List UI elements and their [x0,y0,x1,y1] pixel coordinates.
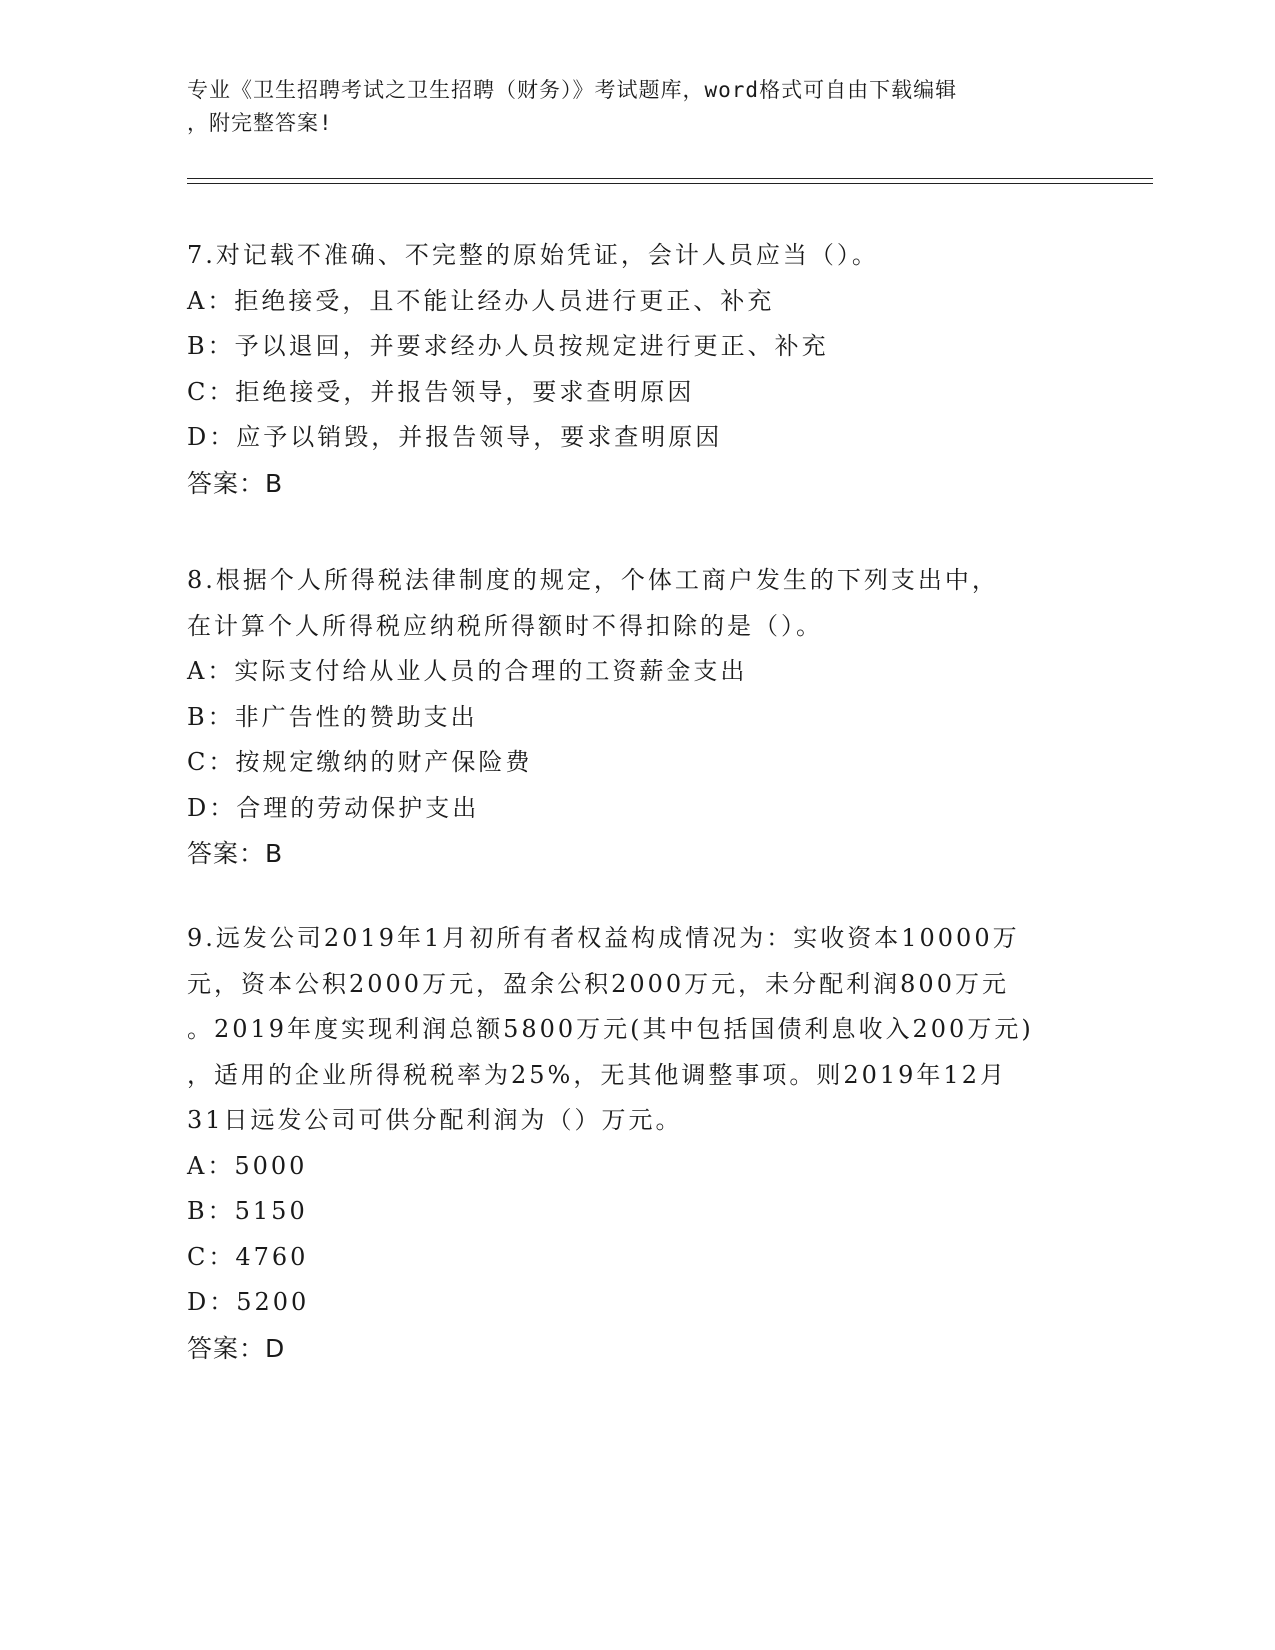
header-divider-top [187,178,1153,179]
header-line-1: 专业《卫生招聘考试之卫生招聘（财务）》考试题库，word格式可自由下载编辑 [187,78,958,102]
option-d: D：应予以销毁，并报告领导，要求查明原因 [187,423,723,451]
header-line-2: ，附完整答案! [187,111,333,135]
option-b: B：非广告性的赞助支出 [187,702,478,731]
option-c: C：拒绝接受，并报告领导，要求查明原因 [187,377,695,406]
question-stem-line: 在计算个人所得税应纳税所得额时不得扣除的是（）。 [187,611,823,640]
header-divider-bottom [187,183,1153,184]
document-header [187,74,1067,140]
answer-label: 答案：B [187,839,284,868]
option-b: B：予以退回，并要求经办人员按规定进行更正、补充 [187,332,829,360]
question-stem-line: 。2019年度实现利润总额5800万元(其中包括国债利息收入200万元) [187,1015,1034,1043]
question-stem-line: 31日远发公司可供分配利润为（）万元。 [187,1106,683,1134]
option-a: A：5000 [187,1151,308,1180]
option-c: C：4760 [187,1242,309,1271]
option-a: A：实际支付给从业人员的合理的工资薪金支出 [187,657,748,685]
question-stem-line: 7.对记载不准确、不完整的原始凭证，会计人员应当（）。 [187,241,879,269]
question-7 [187,233,1087,506]
question-stem-line: 9.远发公司2019年1月初所有者权益构成情况为：实收资本10000万 [187,924,1020,952]
question-9 [187,916,1087,1371]
answer-label: 答案：B [187,468,284,498]
option-d: D：合理的劳动保护支出 [187,793,480,822]
question-8 [187,558,1087,877]
option-c: C：按规定缴纳的财产保险费 [187,748,533,776]
option-b: B：5150 [187,1197,308,1225]
question-stem-line: 元，资本公积2000万元，盈余公积2000万元，未分配利润800万元 [187,969,1009,998]
answer-label: 答案：D [187,1333,286,1363]
option-a: A：拒绝接受，且不能让经办人员进行更正、补充 [187,286,775,315]
question-stem-line: ，适用的企业所得税税率为25%，无其他调整事项。则2019年12月 [187,1060,1007,1089]
option-d: D：5200 [187,1288,310,1316]
question-stem-line: 8.根据个人所得税法律制度的规定，个体工商户发生的下列支出中， [187,566,999,594]
